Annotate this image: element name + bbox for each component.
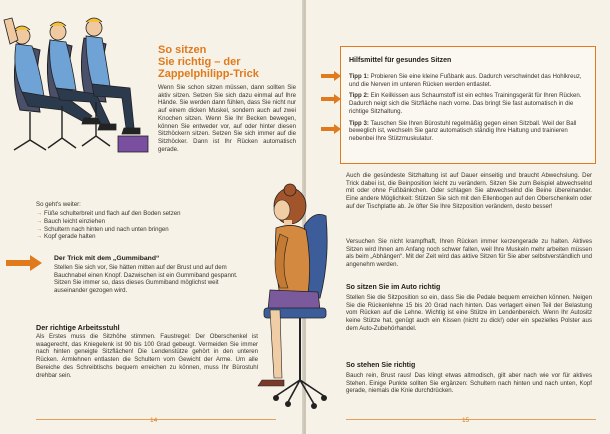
tips-list: [349, 73, 587, 143]
tip-1-text: Probieren Sie eine kleine Fußbank aus. Dadurch verschwindet das Hohlkreuz, und die Nerven im unteren Rücken werden entlastet.: [349, 73, 582, 88]
tip-2: [349, 92, 587, 115]
arrow-right-icon: [4, 254, 44, 272]
car-heading: So sitzen Sie im Auto richtig: [346, 284, 441, 291]
car-paragraph: Stellen Sie die Sitzposition so ein, dass Sie die Pedale bequem erreichen können. Neigen Sie die Rückenlehne 15 bis 20 Grad nach hinten. Das verlagert einen Teil der Belastung vom Rücken auf die Lehne. Wichtig ist eine Stütze im Lendenbereich. Wenn Ihr Autositz keine Stütze hat, genügt auch ein Kissen (nicht zu dick!) oder ein spezielles Polster aus dem Auto-Zubehörhandel.: [346, 294, 592, 332]
title-line-1: So sitzen: [158, 44, 207, 56]
title-line-3: Zappelphilipp-Trick: [158, 68, 259, 80]
arrow-right-icon: [320, 71, 342, 81]
tips-box: [340, 46, 596, 164]
tip-3-label: Tipp 3:: [349, 119, 369, 127]
three-men-sitting-illustration: [0, 0, 160, 172]
tip-3-text: Tauschen Sie Ihren Bürostuhl regelmäßig gegen einen Sitzball. Weil der Ball beweglich ist, wechseln Sie ganz automatisch ständig Ihre Haltung und trainieren nebenbei Ihre Stützmuskulatur.: [349, 119, 577, 142]
title-line-2: Sie richtig – der: [158, 56, 241, 68]
right-page: [306, 0, 610, 434]
box-title: Hilfsmittel für gesundes Sitzen: [349, 57, 452, 64]
woman-sitting-illustration: [240, 170, 350, 426]
tip-1: [349, 73, 587, 88]
paragraph-2: Versuchen Sie nicht krampfhaft, Ihren Rücken immer kerzengerade zu halten. Aktives Sitzen wird Ihnen am Anfang noch schwer fallen, weil Ihre Muskeln mehr arbeiten müssen als beim „Abhängen“. Mit der Zeit wird das aktive Sitzen für Sie aber selbstverständlich und angenehm werden.: [346, 238, 592, 269]
steps-list: [36, 210, 266, 241]
list-item: → Bauch leicht einziehen: [36, 218, 266, 226]
list-item: → Schultern nach hinten und nach unten bringen: [36, 226, 266, 234]
stand-heading: So stehen Sie richtig: [346, 362, 416, 369]
stand-paragraph: Bauch rein, Brust raus! Das klingt etwas altmodisch, gilt aber nach wie vor für aktives Stehen. Einige Punkte sollten Sie ergänzen: Schultern nach hinten und nach unten, Kopf gerade, niemals die Knie durchdrücken.: [346, 372, 592, 395]
page-title: [158, 44, 298, 80]
arrow-right-icon: [320, 94, 342, 104]
tip-2-text: Ein Keilkissen aus Schaumstoff ist ein echtes Trainingsgerät für Ihren Rücken. Dadurch neigt sich die Sitzfläche nach vorne. Das bringt Sie fast automatisch in die richtige Sitzhaltung.: [349, 92, 582, 115]
tip-1-label: Tipp 1:: [349, 73, 369, 80]
arrow-right-icon: [320, 124, 342, 134]
so-gehts-label: So geht's weiter:: [36, 201, 81, 208]
paragraph-1: Auch die gesündeste Sitzhaltung ist auf Dauer einseitig und braucht Abwechslung. Der Trick dabei ist, die Beinposition leicht zu verändern. Sitzen Sie zum Beispiel abwechselnd mit oder ohne Fußbänkchen. Oder schlagen Sie abwechselnd die Beine übereinander. Eine andere Möglichkeit: Stützen Sie sich mit den Ellenbogen auf den Oberschenkeln oder auf der Tischplatte ab. Je öfter Sie Ihre Sitzposition verändern, desto besser!: [346, 172, 592, 210]
trick-paragraph: Stellen Sie sich vor, Sie hätten mitten auf der Brust und auf dem Bauchnabel einen Knopf. Dazwischen ist ein Gummiband gespannt. Sitzen Sie immer so, dass dieses Gummiband möglichst weit auseinander gezogen wird.: [54, 264, 238, 295]
page-number-right: 15: [462, 417, 470, 424]
chair-heading: Der richtige Arbeitsstuhl: [36, 323, 120, 332]
tip-2-label: Tipp 2:: [349, 92, 369, 100]
list-item: → Füße schulterbreit und flach auf den Boden setzen: [36, 210, 266, 218]
chair-paragraph: Als Erstes muss die Sitzhöhe stimmen. Faustregel: Der Oberschenkel ist waagerecht, das Kniegelenk ist 90 bis 100 Grad gebeugt. Vermeiden Sie immer nach hinten geneigte Sitzflächen! Die Lendenstütze gehört in den unteren Rücken. Armlehnen entlasten die Schultern vom Gewicht der Arme. Um alle Bereiche des Schreibtischs bequem erreichen zu können, muss Ihr Bürostuhl drehbar sein.: [36, 333, 258, 379]
page-number-left: 14: [150, 417, 158, 424]
list-item: → Kopf gerade halten: [36, 233, 266, 241]
tip-3: [349, 120, 587, 143]
trick-heading: Der Trick mit dem „Gummiband“: [54, 255, 160, 262]
intro-paragraph: Wenn Sie schon sitzen müssen, dann sollten Sie aktiv sitzen. Setzen Sie sich dazu einmal auf Ihre Hände. Sie werden dann fühlen, dass Sie nicht nur auf einem dicken Muskel, sondern auch auf zwei Knochen sitzen. Wenn Sie Ihr Becken bewegen, können Sie entweder vor, auf oder hinter diesen Sitzhöckern sitzen. Setzen Sie sich immer auf die Sitzhöcker. Dann ist Ihr Rücken automatisch gerade.: [158, 84, 296, 153]
footer-rule: [346, 419, 596, 420]
